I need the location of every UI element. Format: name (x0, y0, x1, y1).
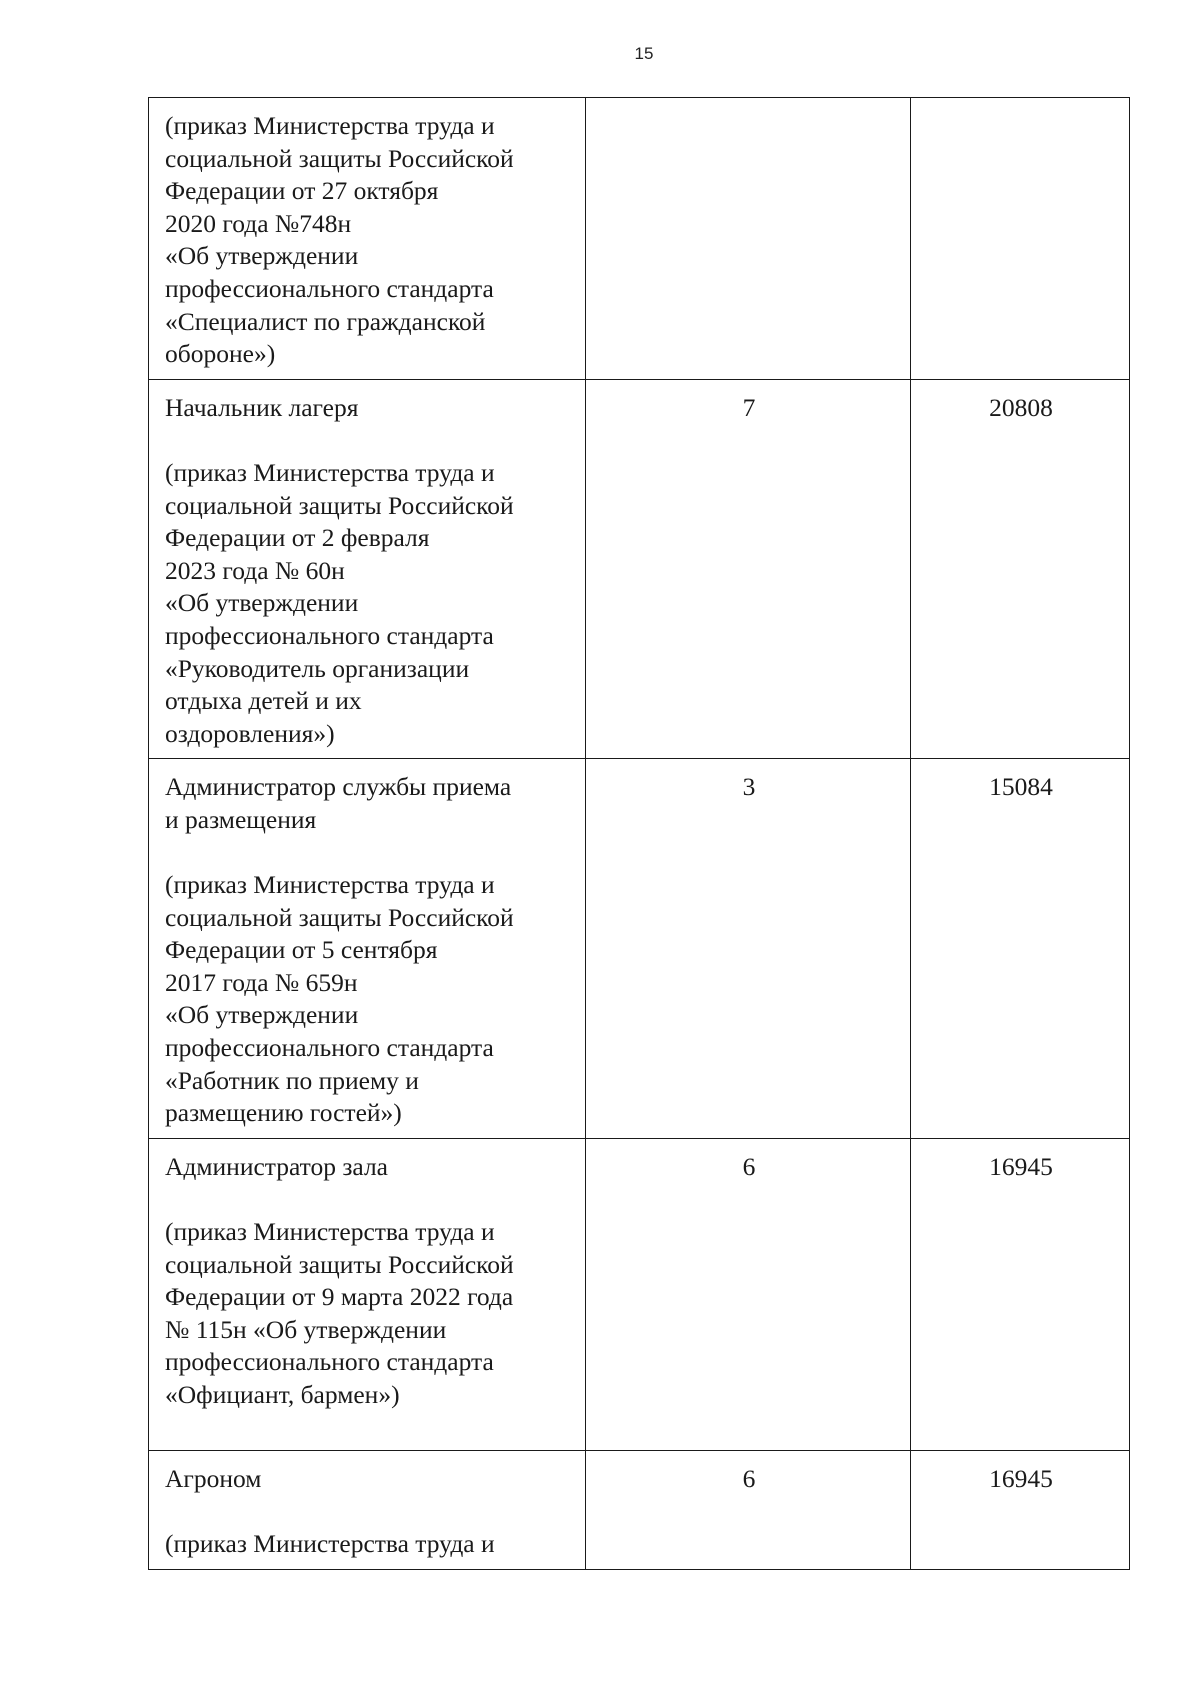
table-row (149, 379, 1130, 759)
page-number: 15 (634, 44, 654, 63)
order-reference-line: № 115н «Об утверждении (165, 1314, 447, 1344)
order-reference-line: 2020 года №748н (165, 208, 352, 238)
position-title-line: Администратор зала (165, 1151, 388, 1181)
order-reference-line: (приказ Министерства труда и (165, 1529, 495, 1558)
salary-cell: 16945 (911, 1138, 1130, 1450)
position-cell (149, 379, 586, 759)
order-reference-line: профессионального стандарта (165, 273, 494, 303)
position-title-line: Начальник лагеря (165, 392, 359, 422)
order-reference-line: размещению гостей») (165, 1098, 402, 1128)
order-reference-line: обороне») (165, 339, 276, 369)
position-cell (149, 1450, 586, 1569)
salary-cell: 15084 (911, 759, 1130, 1139)
order-reference-line: оздоровления») (165, 718, 335, 748)
position-cell (149, 759, 586, 1139)
order-reference-line: социальной защиты Российской (165, 1249, 514, 1279)
position-title-line: и размещения (165, 804, 317, 834)
order-reference-line: (приказ Министерства труда и (165, 1217, 495, 1246)
order-reference-line: 2017 года № 659н (165, 967, 358, 997)
order-reference-line: социальной защиты Российской (165, 143, 514, 173)
spacer (165, 836, 571, 869)
spacer (165, 1495, 571, 1528)
order-reference-line: (приказ Министерства труда и (165, 457, 495, 487)
order-reference-line: социальной защиты Российской (165, 490, 514, 520)
qualification-level-cell (586, 98, 911, 380)
order-reference-line: (приказ Министерства труда и (165, 870, 495, 900)
table-row (149, 759, 1130, 1139)
order-reference-line: профессионального стандарта (165, 620, 494, 650)
positions-table (148, 97, 1130, 1570)
table-row (149, 1138, 1130, 1450)
order-reference-line: «Об утверждении (165, 241, 359, 271)
order-reference-line: Федерации от 2 февраля (165, 523, 430, 553)
qualification-level-cell: 7 (586, 379, 911, 759)
order-reference-line: «Об утверждении (165, 1000, 359, 1030)
salary-cell: 20808 (911, 379, 1130, 759)
order-reference-line: профессионального стандарта (165, 1347, 494, 1377)
qualification-level-cell: 6 (586, 1450, 911, 1569)
order-reference-line: отдыха детей и их (165, 686, 362, 716)
spacer (165, 424, 571, 457)
table-row (149, 1450, 1130, 1569)
salary-cell: 16945 (911, 1450, 1130, 1569)
salary-cell (911, 98, 1130, 380)
order-reference-line: Федерации от 9 марта 2022 года (165, 1282, 514, 1312)
qualification-level-cell: 6 (586, 1138, 911, 1450)
position-title-line: Агроном (165, 1463, 262, 1493)
order-reference-line: Федерации от 5 сентября (165, 935, 438, 965)
position-cell (149, 1138, 586, 1450)
order-reference-line: «Руководитель организации (165, 653, 470, 683)
order-reference-line: (приказ Министерства труда и (165, 111, 495, 140)
spacer (165, 1183, 571, 1216)
order-reference-line: «Работник по приему и (165, 1065, 419, 1095)
qualification-level-cell: 3 (586, 759, 911, 1139)
order-reference-line: «Об утверждении (165, 588, 359, 618)
order-reference-line: профессионального стандарта (165, 1033, 494, 1063)
order-reference-line: 2023 года № 60н (165, 555, 345, 585)
order-reference-line: социальной защиты Российской (165, 902, 514, 932)
position-cell (149, 98, 586, 380)
order-reference-line: Федерации от 27 октября (165, 176, 439, 206)
position-title-line: Администратор службы приема (165, 772, 512, 802)
table-row (149, 98, 1130, 380)
order-reference-line: «Специалист по гражданской (165, 306, 486, 336)
order-reference-line: «Официант, бармен») (165, 1379, 400, 1409)
